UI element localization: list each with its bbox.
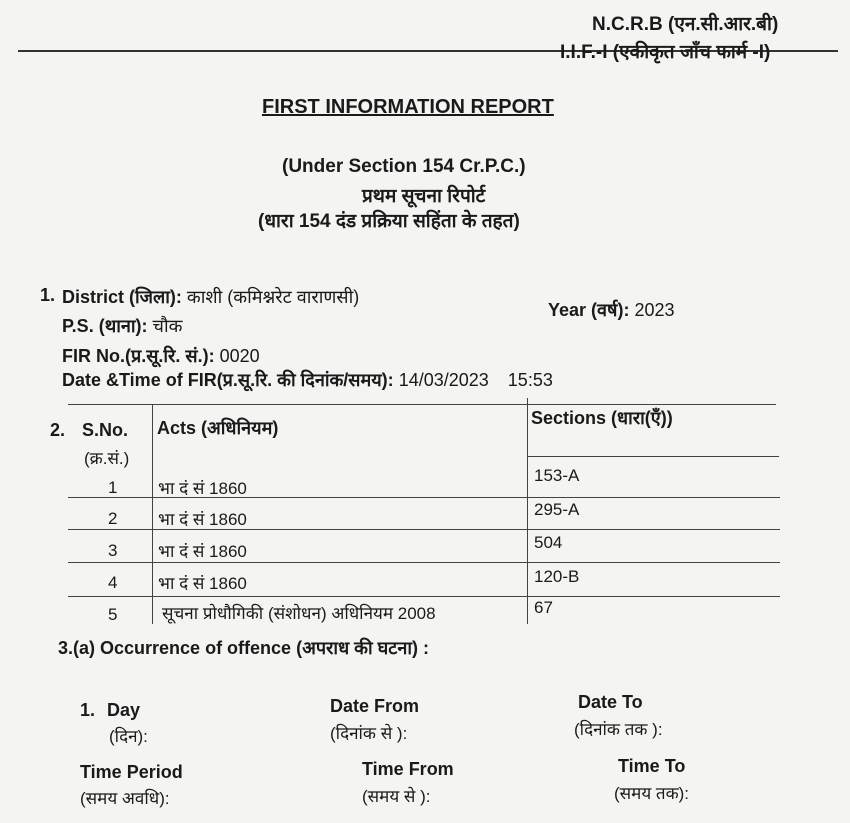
year-value: 2023 — [634, 300, 675, 320]
time-from-label: Time From — [362, 759, 454, 779]
row-sno: 3 — [108, 541, 118, 560]
row-act: भा दं सं 1860 — [158, 479, 247, 498]
ps-value: चौक — [152, 316, 183, 336]
row-section: 67 — [534, 598, 553, 617]
hindi-section-subtitle: (धारा 154 दंड प्रक्रिया सहिंता के तहत) — [258, 211, 520, 232]
row-section: 153-A — [534, 466, 580, 485]
date-to-label: Date To — [578, 692, 643, 712]
row-sno: 1 — [108, 478, 118, 497]
table-col-divider-2 — [527, 398, 528, 624]
year-field — [548, 298, 675, 322]
district-field — [62, 285, 359, 309]
occurrence-heading: 3.(a) Occurrence of offence (अपराध की घटना) : — [58, 638, 429, 658]
col-header-sections: Sections (धारा(एँ)) — [531, 408, 673, 428]
row-section: 504 — [534, 533, 563, 552]
fir-datetime-field — [62, 368, 553, 392]
part2-number: 2. — [50, 420, 66, 440]
ps-field — [62, 314, 182, 338]
district-value: काशी (कमिश्नरेट वाराणसी) — [186, 287, 360, 307]
iif-header: I.I.F.-I (एकीकृत जाँच फार्म -I) — [560, 42, 771, 63]
time-period-label: Time Period — [80, 762, 183, 782]
date-from-label: Date From — [330, 696, 420, 716]
row-sno: 5 — [108, 605, 118, 624]
fir-field — [62, 344, 260, 368]
hindi-title: प्रथम सूचना रिपोर्ट — [362, 186, 486, 207]
fir-date-value: 14/03/2023 — [398, 370, 489, 390]
report-title: FIRST INFORMATION REPORT — [262, 96, 554, 118]
row-section: 295-A — [534, 500, 580, 519]
time-to-label: Time To — [618, 756, 686, 776]
table-row-line — [527, 456, 779, 457]
row-act: भा दं सं 1860 — [158, 574, 247, 593]
row-act: भा दं सं 1860 — [158, 510, 247, 529]
row-sno: 4 — [108, 573, 118, 592]
col-header-sno: S.No. — [82, 420, 129, 440]
time-from-hindi-label: (समय से ): — [362, 787, 431, 806]
table-row-line — [68, 562, 780, 563]
table-row-line — [68, 596, 780, 597]
row-act: भा दं सं 1860 — [158, 542, 247, 561]
date-to-hindi-label: (दिनांक तक ): — [574, 720, 663, 739]
fir-datetime-label: Date &Time of FIR(प्र.सू.रि. की दिनांक/समय): — [62, 370, 394, 390]
date-from-hindi-label: (दिनांक से ): — [330, 724, 408, 743]
part3-item-number: 1. — [80, 700, 96, 720]
table-col-divider-1 — [152, 404, 153, 624]
district-label: District (जिला): — [62, 287, 182, 307]
col-header-acts: Acts (अधिनियम) — [157, 418, 279, 438]
time-period-hindi-label: (समय अवधि): — [80, 789, 170, 808]
table-top-border — [68, 404, 776, 405]
ncrb-header: N.C.R.B (एन.सी.आर.बी) — [592, 14, 779, 35]
time-to-hindi-label: (समय तक): — [614, 784, 690, 803]
col-header-sno-hindi: (क्र.सं.) — [84, 449, 130, 468]
section-subtitle: (Under Section 154 Cr.P.C.) — [282, 156, 526, 177]
ps-label: P.S. (थाना): — [62, 316, 148, 336]
fir-label: FIR No.(प्र.सू.रि. सं.): — [62, 346, 215, 366]
fir-time-value: 15:53 — [507, 370, 553, 390]
day-label: Day — [107, 700, 141, 720]
fir-value: 0020 — [219, 346, 260, 366]
row-act: सूचना प्रोधौगिकी (संशोधन) अधिनियम 2008 — [162, 604, 436, 623]
day-hindi-label: (दिन): — [109, 727, 148, 746]
part1-number: 1. — [40, 285, 56, 305]
year-label: Year (वर्ष): — [548, 300, 630, 320]
row-section: 120-B — [534, 567, 580, 586]
row-sno: 2 — [108, 509, 118, 528]
